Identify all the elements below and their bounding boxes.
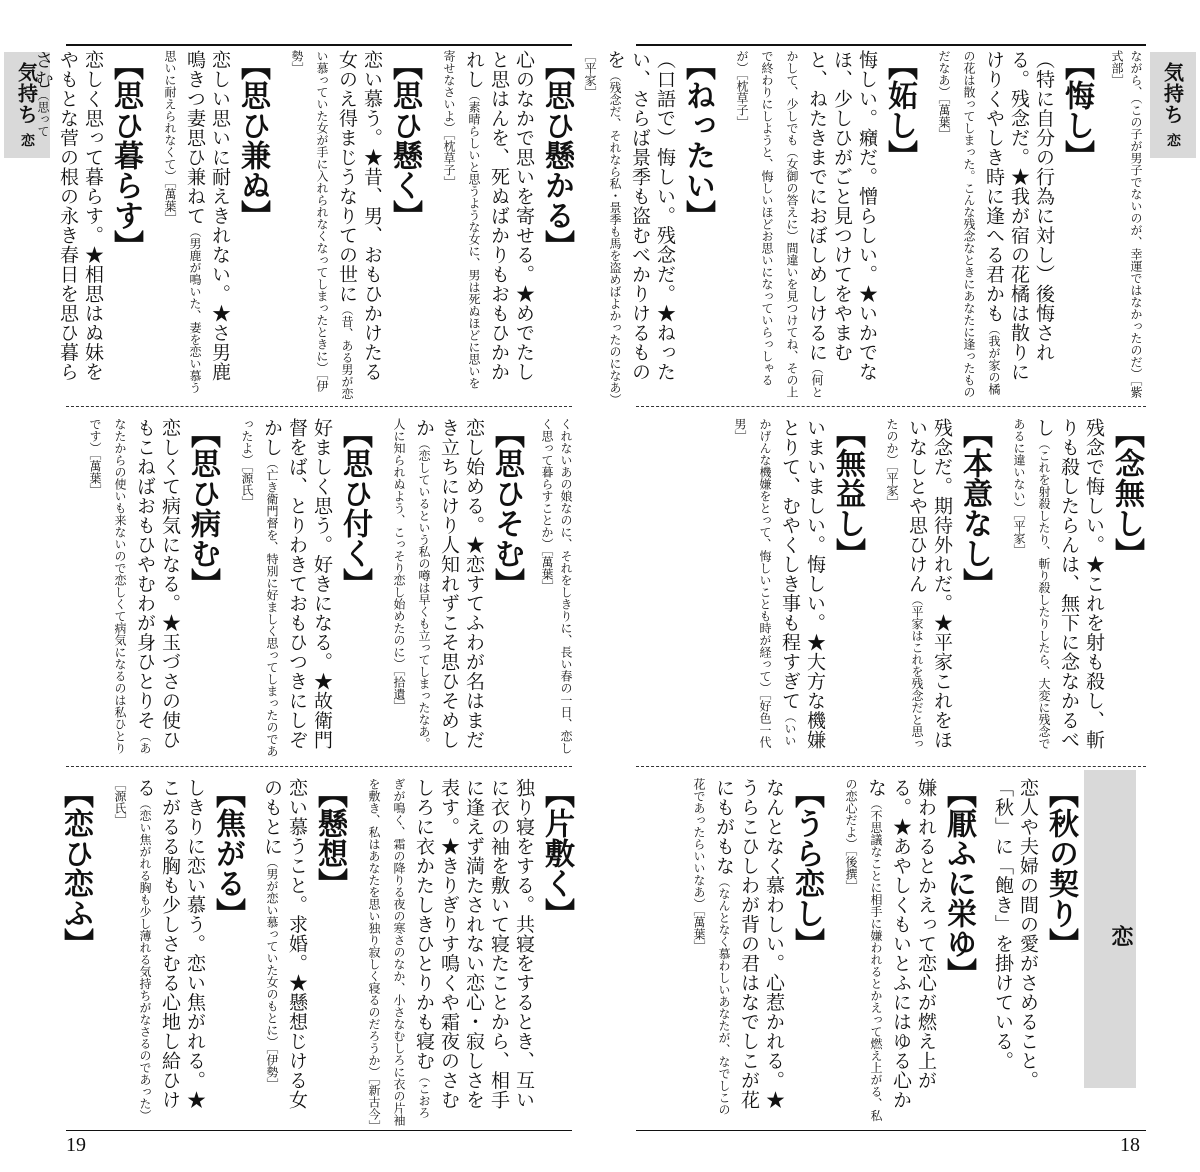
headword: 【秋の契り】 [1043, 778, 1078, 958]
headword: 【思ひ病む】 [185, 418, 220, 598]
section-heading: 恋 [1108, 925, 1133, 947]
entry [577, 50, 717, 400]
definition: いまいましい。悔しい。★大方な機嫌とりて、むやくしき事も程すぎて [779, 418, 826, 750]
headword: 【思ひ懸く】 [387, 50, 422, 230]
entry [838, 778, 978, 1126]
bottom-rule [66, 1130, 572, 1131]
section-tab-sub: 恋 [19, 133, 35, 147]
left-middle-column [66, 418, 576, 758]
headword: 【本意なし】 [957, 418, 992, 598]
headword: 【焦がる】 [210, 778, 245, 928]
headword: 【厭ふに栄ゆ】 [941, 778, 976, 988]
example-note: （なんとなく慕わしいあなたが、なでしこの花であったらいいなあ）［萬葉］ [692, 778, 731, 1116]
section-heading-box [1084, 770, 1136, 1088]
definition: 心のなかで思いを寄せる。★めでたしと思はんを、死ぬばかりもおもひかかれし [463, 50, 535, 382]
example-note: （不思議なことに相手に嫌われるとかえって燃え上がる、私の恋心だよ）［後撰］ [844, 778, 883, 1122]
headword: 【思ひ暮らす】 [108, 50, 143, 260]
top-rule [66, 44, 572, 46]
entry [55, 778, 95, 1126]
definition: 好ましく思う。好きになる。★故衛門督をば、とりわきておもひつきにしぞかし [261, 418, 333, 750]
example-note: （恋い焦がれる胸も少し薄れる気持ちがなさるのであった）［源氏］ [113, 778, 152, 1122]
headword: 【思ひ付く】 [337, 418, 372, 598]
headword: 【念無し】 [1109, 418, 1144, 568]
entry [727, 418, 867, 758]
example-note: （平家はこれを残念だと思ったのか）［平家］ [885, 418, 924, 750]
continued-note: ながら、（この子が男子でないのが、幸運ではなかったのだ）［紫式部］ [1110, 50, 1143, 398]
example-note: （男鹿が鳴いた、妻を恋い慕う思いに耐えられなくて）［萬葉］ [163, 50, 202, 394]
definition: 悔しい。癪だ。憎らしい。★いかでなほ、少しひがごと見つけてをやまむと、ねたきまでにおぼしめしけるに [806, 50, 878, 382]
example-note: （恋しているという私の噂は早くも立ってしまったなあ。人に知られぬよう、こっそり恋し始めたのに）［拾遺］ [392, 418, 431, 750]
section-divider [66, 766, 572, 767]
page-number: 18 [1120, 1134, 1140, 1156]
left-top-column [32, 50, 576, 400]
right-top-column [583, 50, 1146, 400]
section-divider [636, 406, 1146, 407]
section-divider [66, 406, 572, 407]
entry [107, 778, 247, 1126]
entry [30, 50, 145, 400]
page-18 [583, 0, 1200, 1172]
top-rule [636, 44, 1146, 46]
example-note: （我が家の橘の花は散ってしまった。こんな残念なときにあなたに逢ったものだなあ）［萬葉］ [937, 50, 1001, 398]
entry [1006, 418, 1146, 758]
example-note: （昔、ある男が恋い慕っていた女が手に入れられなくなってしまったときに）［伊勢］ [290, 50, 354, 400]
headword: 【思ひ兼ぬ】 [235, 50, 270, 230]
example-note: （素晴らしいと思うような女に、男は死ぬほどに思いを寄せなさいよ）［枕草子］ [442, 50, 481, 389]
section-divider [636, 766, 1146, 767]
headword: 【うら恋し】 [789, 778, 824, 958]
example-note: （亡き衛門督を、特別に好ましく思ってしまったのであったよ）［源氏］ [240, 418, 279, 757]
headword: 【妬し】 [882, 50, 917, 170]
entry [157, 50, 272, 400]
example-note: （男が恋い慕っていた女のもとに）［伊勢］ [265, 856, 279, 1090]
example-note: （これを射殺したり、斬り殺したりしたら、大変に残念であるに違いない）［平家］ [1012, 418, 1051, 750]
entry [284, 50, 424, 400]
page-number: 19 [66, 1134, 86, 1156]
section-tab-title: 気持ち [14, 62, 39, 125]
entry [729, 50, 919, 400]
definition: なんとなく慕わしい。心惹かれる。★うらこひしわが背の君はなでしこが花にもがもな [713, 778, 785, 1110]
definition: 嫌われるとかえって恋心が燃え上がる。★あやしくもいとふにはゆる心かな [865, 778, 937, 1110]
definition: 恋し始める。★恋すてふわが名はまだき立ちにけり人知れずこそ思ひそめしか [413, 418, 485, 750]
section-tab[interactable] [1150, 52, 1196, 158]
entry [82, 418, 222, 758]
right-bottom-column [636, 778, 1080, 1126]
headword: 【ねったい】 [680, 50, 715, 230]
headword: 【思ひ懸かる】 [539, 50, 574, 260]
entry-continuation [538, 418, 576, 758]
section-tab-sub: 恋 [1165, 133, 1181, 147]
entry [931, 50, 1096, 400]
entry [436, 50, 576, 400]
entry [234, 418, 374, 758]
definition: 恋い慕う。★昔、男、おもひかけたる女のえ得まじうなりての世に [336, 50, 383, 382]
entry-continuation [1108, 50, 1146, 400]
example-note: （何とかして、少しでも（女御の答えに）間違いを見つけてね、その上で終わりにしようと、悔しいほどお思いになっていらっしゃるが）［枕草子］ [735, 50, 824, 398]
definition: 恋人や夫婦の間の愛がさめること。「秋」に「飽き」を掛けている。 [992, 778, 1039, 1090]
entry [259, 778, 349, 1126]
definition: 恋しい思いに耐えきれない。★さ男鹿鳴きつ妻思ひ兼ねて [184, 50, 231, 382]
example-note: （残念だ、それなら私・景季も馬を盗めばよかったのになあ）［平家］ [583, 50, 622, 400]
definition: 恋い慕うこと。求婚。★懸想じける女のもとに [261, 778, 308, 1110]
headword: 【懸想】 [312, 778, 347, 898]
definition: しきりに恋い慕う。恋い焦がれる。★こがるる胸も少しさむる心地し給ひける [134, 778, 206, 1110]
headword: 【悔し】 [1059, 50, 1094, 170]
example-note: （あなたからの使いも来ないので恋しくて病気になるのは私ひとりです）［萬葉］ [88, 418, 152, 754]
section-tab-title: 気持ち [1160, 62, 1185, 125]
definition: 残念だ。期待外れだ。★平家これをほいなしとや思ひけん [906, 418, 953, 750]
definition: 恋しくて病気になる。★玉づさの使ひもこねばおもひやむわが身ひとりそ [134, 418, 181, 750]
bottom-rule [636, 1130, 1146, 1131]
entry [361, 778, 576, 1132]
continued-note: くれないあの娘なのに、それをしきりに、長い春の一日、恋しく思って暮らすことか）［萬葉］ [540, 418, 573, 754]
example-note: （思って [36, 89, 50, 137]
headword: 【恋ひ恋ふ】 [58, 778, 93, 958]
example-note: （こおろぎが鳴く、霜の降りる夜の寒さのなか、小さなむしろに衣の片袖を敷き、私はあなたを思い独り寂しく寝るのだろうか）［新古今］ [367, 778, 431, 1132]
headword: 【片敷く】 [539, 778, 574, 928]
left-bottom-column [58, 778, 576, 1132]
definition: 残念で悔しい。★これを射も殺し、斬りも殺したらんは、無下に念なかるべし [1033, 418, 1105, 750]
entry [386, 418, 526, 758]
right-middle-column [636, 418, 1146, 758]
example-note: （いいかげんな機嫌をとって、悔しいことも時が経って）［好色一代男］ [733, 418, 797, 748]
definition: 独り寝をする。共寝をするとき、互いに衣の袖を敷いて寝たことから、相手に逢えず満たされない恋心・寂しさを表す。★きりぎりす鳴くや霜夜のさむしろに衣かたしきひとりかも寝む [413, 778, 535, 1110]
definition: （口語で）悔しい。残念だ。★ねったい、さらば景季も盗むべかりけるものを [604, 50, 676, 382]
headword: 【無益し】 [830, 418, 865, 568]
entry [686, 778, 826, 1126]
entry [990, 778, 1080, 1126]
entry [879, 418, 994, 758]
definition: 恋しく思って暮らす。★相思はぬ妹をやもとな菅の根の永き春日を思ひ暮らさむ [32, 50, 104, 382]
definition: （特に自分の行為に対し）後悔される。残念だ。★我が宿の花橘は散りにけりくやしき時に逢へる君かも [983, 50, 1055, 382]
headword: 【思ひそむ】 [489, 418, 524, 598]
